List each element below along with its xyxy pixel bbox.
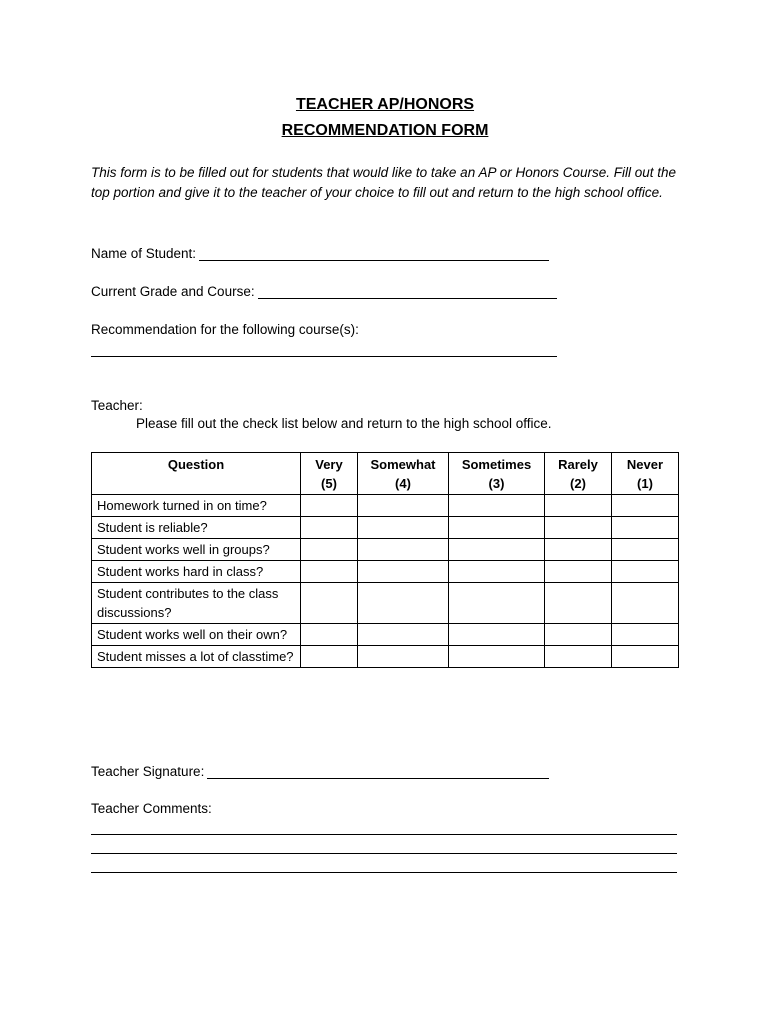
name-of-student-field[interactable] (199, 246, 549, 261)
rating-cell-somewhat[interactable] (358, 539, 449, 561)
column-header-label: Never (626, 457, 664, 472)
current-grade-row (91, 284, 557, 299)
column-header-label: Rarely (558, 457, 598, 472)
column-header-label: Sometimes (461, 457, 532, 472)
table-row (92, 561, 679, 583)
question-cell: Student works well in groups? (92, 539, 301, 561)
rating-cell-somewhat[interactable] (358, 495, 449, 517)
table-row (92, 495, 679, 517)
rating-cell-never[interactable] (612, 561, 679, 583)
recommendation-label: Recommendation for the following course(s): (91, 322, 359, 337)
teacher-signature-row (91, 764, 549, 779)
column-header-score: (1) (637, 476, 653, 491)
form-intro-text: This form is to be filled out for students that would like to take an AP or Honors Course. Fill out the top portion and give it to the teacher of your choice to fill out and return to the high school office. (91, 165, 677, 200)
checklist-table (91, 452, 679, 668)
teacher-signature-field[interactable] (207, 764, 549, 779)
rating-cell-never[interactable] (612, 624, 679, 646)
rating-cell-very[interactable] (301, 624, 358, 646)
rating-cell-never[interactable] (612, 583, 679, 624)
rating-cell-never[interactable] (612, 517, 679, 539)
rating-cell-sometimes[interactable] (449, 624, 545, 646)
question-cell: Student is reliable? (92, 517, 301, 539)
question-cell: Homework turned in on time? (92, 495, 301, 517)
recommendation-course-field[interactable] (91, 356, 557, 357)
rating-cell-very[interactable] (301, 517, 358, 539)
rating-cell-sometimes[interactable] (449, 561, 545, 583)
column-header-never (612, 453, 679, 495)
checklist-header-row (92, 453, 679, 495)
rating-cell-very[interactable] (301, 583, 358, 624)
column-header-score: (3) (488, 476, 505, 491)
question-cell: Student misses a lot of classtime? (92, 646, 301, 668)
rating-cell-rarely[interactable] (545, 583, 612, 624)
rating-cell-somewhat[interactable] (358, 583, 449, 624)
column-header-question (92, 453, 301, 495)
column-header-label: Somewhat (370, 457, 436, 472)
column-header-score: (4) (395, 476, 411, 491)
table-row (92, 517, 679, 539)
column-header-score: (2) (570, 476, 586, 491)
rating-cell-very[interactable] (301, 646, 358, 668)
name-of-student-label: Name of Student: (91, 246, 197, 261)
column-header-somewhat (358, 453, 449, 495)
column-header-label: Question (167, 457, 225, 472)
rating-cell-rarely[interactable] (545, 624, 612, 646)
rating-cell-very[interactable] (301, 495, 358, 517)
column-header-score: (5) (321, 476, 337, 491)
question-cell: Student works well on their own? (92, 624, 301, 646)
rating-cell-never[interactable] (612, 495, 679, 517)
question-cell: Student contributes to the class discussions? (92, 583, 301, 624)
table-row (92, 583, 679, 624)
column-header-label: Very (315, 457, 343, 472)
rating-cell-somewhat[interactable] (358, 624, 449, 646)
teacher-comments-label: Teacher Comments: (91, 801, 212, 816)
rating-cell-very[interactable] (301, 539, 358, 561)
table-row (92, 539, 679, 561)
form-title-line1: TEACHER AP/HONORS (295, 96, 475, 113)
rating-cell-sometimes[interactable] (449, 539, 545, 561)
rating-cell-rarely[interactable] (545, 646, 612, 668)
recommendation-row (91, 322, 359, 337)
question-cell: Student works hard in class? (92, 561, 301, 583)
teacher-comments-line-3[interactable] (91, 872, 677, 873)
column-header-very (301, 453, 358, 495)
rating-cell-never[interactable] (612, 646, 679, 668)
form-title-line2: RECOMMENDATION FORM (281, 122, 489, 139)
column-header-rarely (545, 453, 612, 495)
rating-cell-sometimes[interactable] (449, 517, 545, 539)
rating-cell-sometimes[interactable] (449, 495, 545, 517)
rating-cell-rarely[interactable] (545, 495, 612, 517)
rating-cell-very[interactable] (301, 561, 358, 583)
rating-cell-rarely[interactable] (545, 517, 612, 539)
teacher-instruction: Please fill out the check list below and return to the high school office. (136, 416, 552, 431)
column-header-sometimes (449, 453, 545, 495)
rating-cell-sometimes[interactable] (449, 646, 545, 668)
name-of-student-row (91, 246, 549, 261)
table-row (92, 646, 679, 668)
checklist-body (92, 495, 679, 668)
rating-cell-somewhat[interactable] (358, 517, 449, 539)
teacher-label: Teacher: (91, 398, 143, 413)
table-row (92, 624, 679, 646)
rating-cell-rarely[interactable] (545, 561, 612, 583)
rating-cell-somewhat[interactable] (358, 561, 449, 583)
rating-cell-sometimes[interactable] (449, 583, 545, 624)
current-grade-label: Current Grade and Course: (91, 284, 255, 299)
current-grade-field[interactable] (258, 284, 557, 299)
teacher-comments-line-2[interactable] (91, 853, 677, 854)
teacher-comments-line-1[interactable] (91, 834, 677, 835)
rating-cell-rarely[interactable] (545, 539, 612, 561)
rating-cell-never[interactable] (612, 539, 679, 561)
rating-cell-somewhat[interactable] (358, 646, 449, 668)
teacher-signature-label: Teacher Signature: (91, 764, 205, 779)
